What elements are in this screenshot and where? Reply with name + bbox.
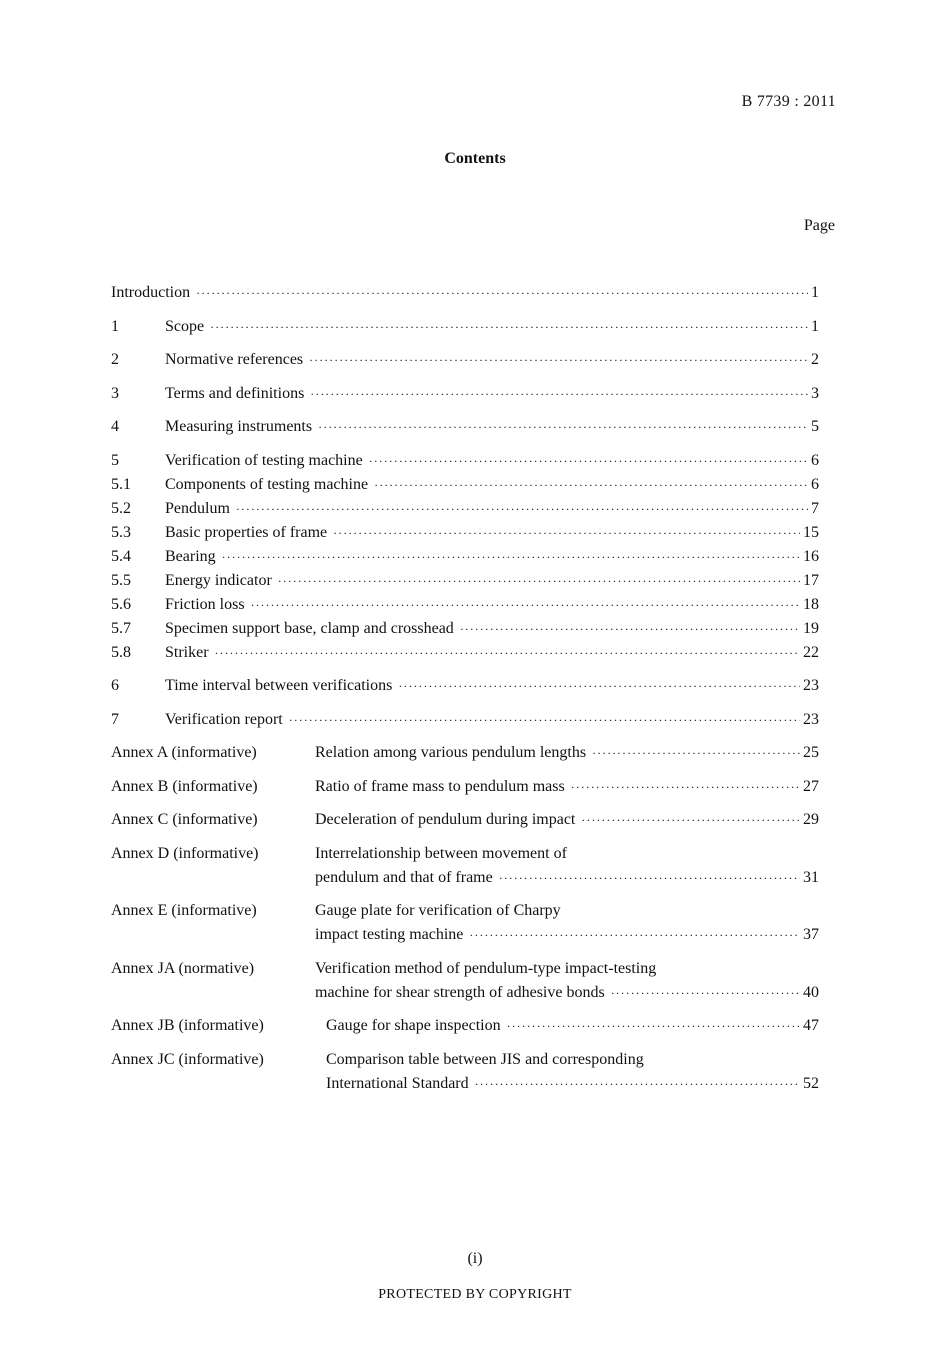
toc-entry-number: 5 bbox=[111, 452, 119, 469]
toc-entry-number: 5.4 bbox=[111, 548, 131, 565]
toc-entry-label: Striker bbox=[165, 644, 209, 661]
toc-entry-title-line: Gauge plate for verification of Charpy bbox=[315, 902, 561, 919]
toc-entry-label: Pendulum bbox=[165, 500, 230, 517]
toc-entry-page: 40 bbox=[803, 984, 819, 1001]
toc-entry-5-7[interactable] bbox=[0, 618, 950, 640]
toc-entry-number: 7 bbox=[111, 711, 119, 728]
toc-entry-label: International Standard bbox=[326, 1075, 469, 1092]
toc-entry-label: Time interval between verifications bbox=[165, 677, 393, 694]
toc-entry-page: 29 bbox=[803, 811, 819, 828]
toc-entry-label: Ratio of frame mass to pendulum mass bbox=[315, 778, 565, 795]
dot-leader bbox=[369, 450, 808, 472]
toc-entry-title-line: Interrelationship between movement of bbox=[315, 845, 567, 862]
copyright-notice: PROTECTED BY COPYRIGHT bbox=[378, 1287, 572, 1302]
toc-entry-1[interactable] bbox=[0, 316, 950, 338]
toc-entry-7[interactable] bbox=[0, 709, 950, 731]
toc-entry-label: pendulum and that of frame bbox=[315, 869, 493, 886]
toc-entry-page: 47 bbox=[803, 1017, 819, 1034]
toc-entry-annex-e-cont[interactable] bbox=[0, 924, 950, 946]
toc-entry-number: 4 bbox=[111, 418, 119, 435]
toc-entry-page: 5 bbox=[811, 418, 819, 435]
toc-entry-number: 6 bbox=[111, 677, 119, 694]
toc-entry-number: 5.5 bbox=[111, 572, 131, 589]
toc-entry-page: 19 bbox=[803, 620, 819, 637]
toc-entry-number: 5.2 bbox=[111, 500, 131, 517]
toc-entry-page: 25 bbox=[803, 744, 819, 761]
toc-entry-number: 5.3 bbox=[111, 524, 131, 541]
toc-entry-page: 52 bbox=[803, 1075, 819, 1092]
toc-entry-introduction[interactable] bbox=[0, 282, 950, 304]
dot-leader bbox=[571, 776, 800, 798]
dot-leader bbox=[236, 498, 808, 520]
toc-entry-label: Gauge for shape inspection bbox=[326, 1017, 501, 1034]
toc-entry-page: 15 bbox=[803, 524, 819, 541]
toc-entry-number: 5.1 bbox=[111, 476, 131, 493]
toc-entry-number: Annex JB (informative) bbox=[111, 1017, 264, 1034]
dot-leader bbox=[469, 924, 800, 946]
dot-leader bbox=[507, 1015, 800, 1037]
toc-entry-page: 1 bbox=[811, 318, 819, 335]
dot-leader bbox=[309, 349, 808, 371]
toc-entry-page: 18 bbox=[803, 596, 819, 613]
dot-leader bbox=[310, 383, 808, 405]
toc-entry-annex-e[interactable] bbox=[0, 900, 950, 922]
toc-entry-page: 23 bbox=[803, 677, 819, 694]
toc-entry-annex-ja-cont[interactable] bbox=[0, 982, 950, 1004]
toc-entry-5-5[interactable] bbox=[0, 570, 950, 592]
toc-entry-number: 1 bbox=[111, 318, 119, 335]
dot-leader bbox=[278, 570, 800, 592]
toc-entry-label: Bearing bbox=[165, 548, 216, 565]
toc-entry-annex-d[interactable] bbox=[0, 843, 950, 865]
toc-entry-label: Friction loss bbox=[165, 596, 245, 613]
toc-entry-page: 27 bbox=[803, 778, 819, 795]
toc-entry-label: Verification report bbox=[165, 711, 283, 728]
toc-entry-page: 3 bbox=[811, 385, 819, 402]
toc-entry-label: Components of testing machine bbox=[165, 476, 369, 493]
toc-entry-3[interactable] bbox=[0, 383, 950, 405]
toc-entry-label: Scope bbox=[165, 318, 205, 335]
toc-entry-label: Energy indicator bbox=[165, 572, 272, 589]
toc-entry-page: 37 bbox=[803, 926, 819, 943]
dot-leader bbox=[374, 474, 808, 496]
toc-entry-label: Basic properties of frame bbox=[165, 524, 328, 541]
toc-entry-number: Annex B (informative) bbox=[111, 778, 258, 795]
toc-entry-page: 6 bbox=[811, 452, 819, 469]
toc-entry-5-1[interactable] bbox=[0, 474, 950, 496]
toc-entry-5-2[interactable] bbox=[0, 498, 950, 520]
toc-entry-number: Annex JC (informative) bbox=[111, 1051, 264, 1068]
toc-entry-page: 1 bbox=[811, 284, 819, 301]
toc-entry-5-4[interactable] bbox=[0, 546, 950, 568]
toc-entry-5-8[interactable] bbox=[0, 642, 950, 664]
toc-entry-page: 22 bbox=[803, 644, 819, 661]
dot-leader bbox=[251, 594, 800, 616]
toc-entry-number: Annex JA (normative) bbox=[111, 960, 255, 977]
toc-entry-label: Relation among various pendulum lengths bbox=[315, 744, 587, 761]
toc-entry-number: Annex D (informative) bbox=[111, 845, 259, 862]
toc-entry-page: 17 bbox=[803, 572, 819, 589]
dot-leader bbox=[210, 316, 808, 338]
toc-entry-label: Normative references bbox=[165, 351, 304, 368]
toc-entry-number: Annex C (informative) bbox=[111, 811, 258, 828]
page-column-label: Page bbox=[803, 217, 835, 234]
toc-entry-label: Verification of testing machine bbox=[165, 452, 363, 469]
toc-entry-page: 23 bbox=[803, 711, 819, 728]
toc-entry-annex-jb[interactable] bbox=[0, 1015, 950, 1037]
toc-entry-title-line: Verification method of pendulum-type impact-testing bbox=[315, 960, 657, 977]
toc-entry-5[interactable] bbox=[0, 450, 950, 472]
toc-entry-number: Annex A (informative) bbox=[111, 744, 257, 761]
dot-leader bbox=[289, 709, 800, 731]
toc-entry-number: 2 bbox=[111, 351, 119, 368]
page-title: Contents bbox=[444, 150, 506, 167]
toc-entry-title-line: Comparison table between JIS and corresponding bbox=[326, 1051, 644, 1068]
dot-leader bbox=[222, 546, 800, 568]
toc-entry-5-6[interactable] bbox=[0, 594, 950, 616]
dot-leader bbox=[499, 867, 800, 889]
toc-entry-annex-a[interactable] bbox=[0, 742, 950, 764]
dot-leader bbox=[460, 618, 800, 640]
toc-entry-number: 5.7 bbox=[111, 620, 131, 637]
toc-entry-page: 16 bbox=[803, 548, 819, 565]
toc-entry-annex-ja[interactable] bbox=[0, 958, 950, 980]
toc-entry-label: machine for shear strength of adhesive bonds bbox=[315, 984, 605, 1001]
toc-entry-label: Terms and definitions bbox=[165, 385, 305, 402]
dot-leader bbox=[398, 675, 800, 697]
document-number: B 7739 : 2011 bbox=[741, 93, 836, 110]
toc-entry-annex-d-cont[interactable] bbox=[0, 867, 950, 889]
toc-entry-annex-jc-cont[interactable] bbox=[0, 1073, 950, 1095]
toc-entry-page: 2 bbox=[811, 351, 819, 368]
dot-leader bbox=[611, 982, 800, 1004]
toc-entry-annex-c[interactable] bbox=[0, 809, 950, 831]
toc-entry-number: Annex E (informative) bbox=[111, 902, 257, 919]
dot-leader bbox=[318, 416, 808, 438]
toc-entry-page: 6 bbox=[811, 476, 819, 493]
toc-entry-annex-jc[interactable] bbox=[0, 1049, 950, 1071]
toc-entry-label: impact testing machine bbox=[315, 926, 464, 943]
toc-entry-label: Specimen support base, clamp and crosshead bbox=[165, 620, 454, 637]
toc-entry-5-3[interactable] bbox=[0, 522, 950, 544]
toc-entry-label: Deceleration of pendulum during impact bbox=[315, 811, 576, 828]
dot-leader bbox=[581, 809, 800, 831]
dot-leader bbox=[196, 282, 808, 304]
toc-entry-page: 31 bbox=[803, 869, 819, 886]
toc-entry-page: 7 bbox=[811, 500, 819, 517]
toc-entry-label: Introduction bbox=[111, 284, 191, 301]
page-number: (i) bbox=[467, 1250, 483, 1267]
dot-leader bbox=[215, 642, 800, 664]
toc-entry-2[interactable] bbox=[0, 349, 950, 371]
toc-entry-number: 3 bbox=[111, 385, 119, 402]
toc-entry-label: Measuring instruments bbox=[165, 418, 313, 435]
toc-entry-4[interactable] bbox=[0, 416, 950, 438]
toc-entry-number: 5.8 bbox=[111, 644, 131, 661]
dot-leader bbox=[333, 522, 800, 544]
dot-leader bbox=[592, 742, 800, 764]
toc-entry-annex-b[interactable] bbox=[0, 776, 950, 798]
dot-leader bbox=[475, 1073, 800, 1095]
toc-entry-number: 5.6 bbox=[111, 596, 131, 613]
toc-entry-6[interactable] bbox=[0, 675, 950, 697]
